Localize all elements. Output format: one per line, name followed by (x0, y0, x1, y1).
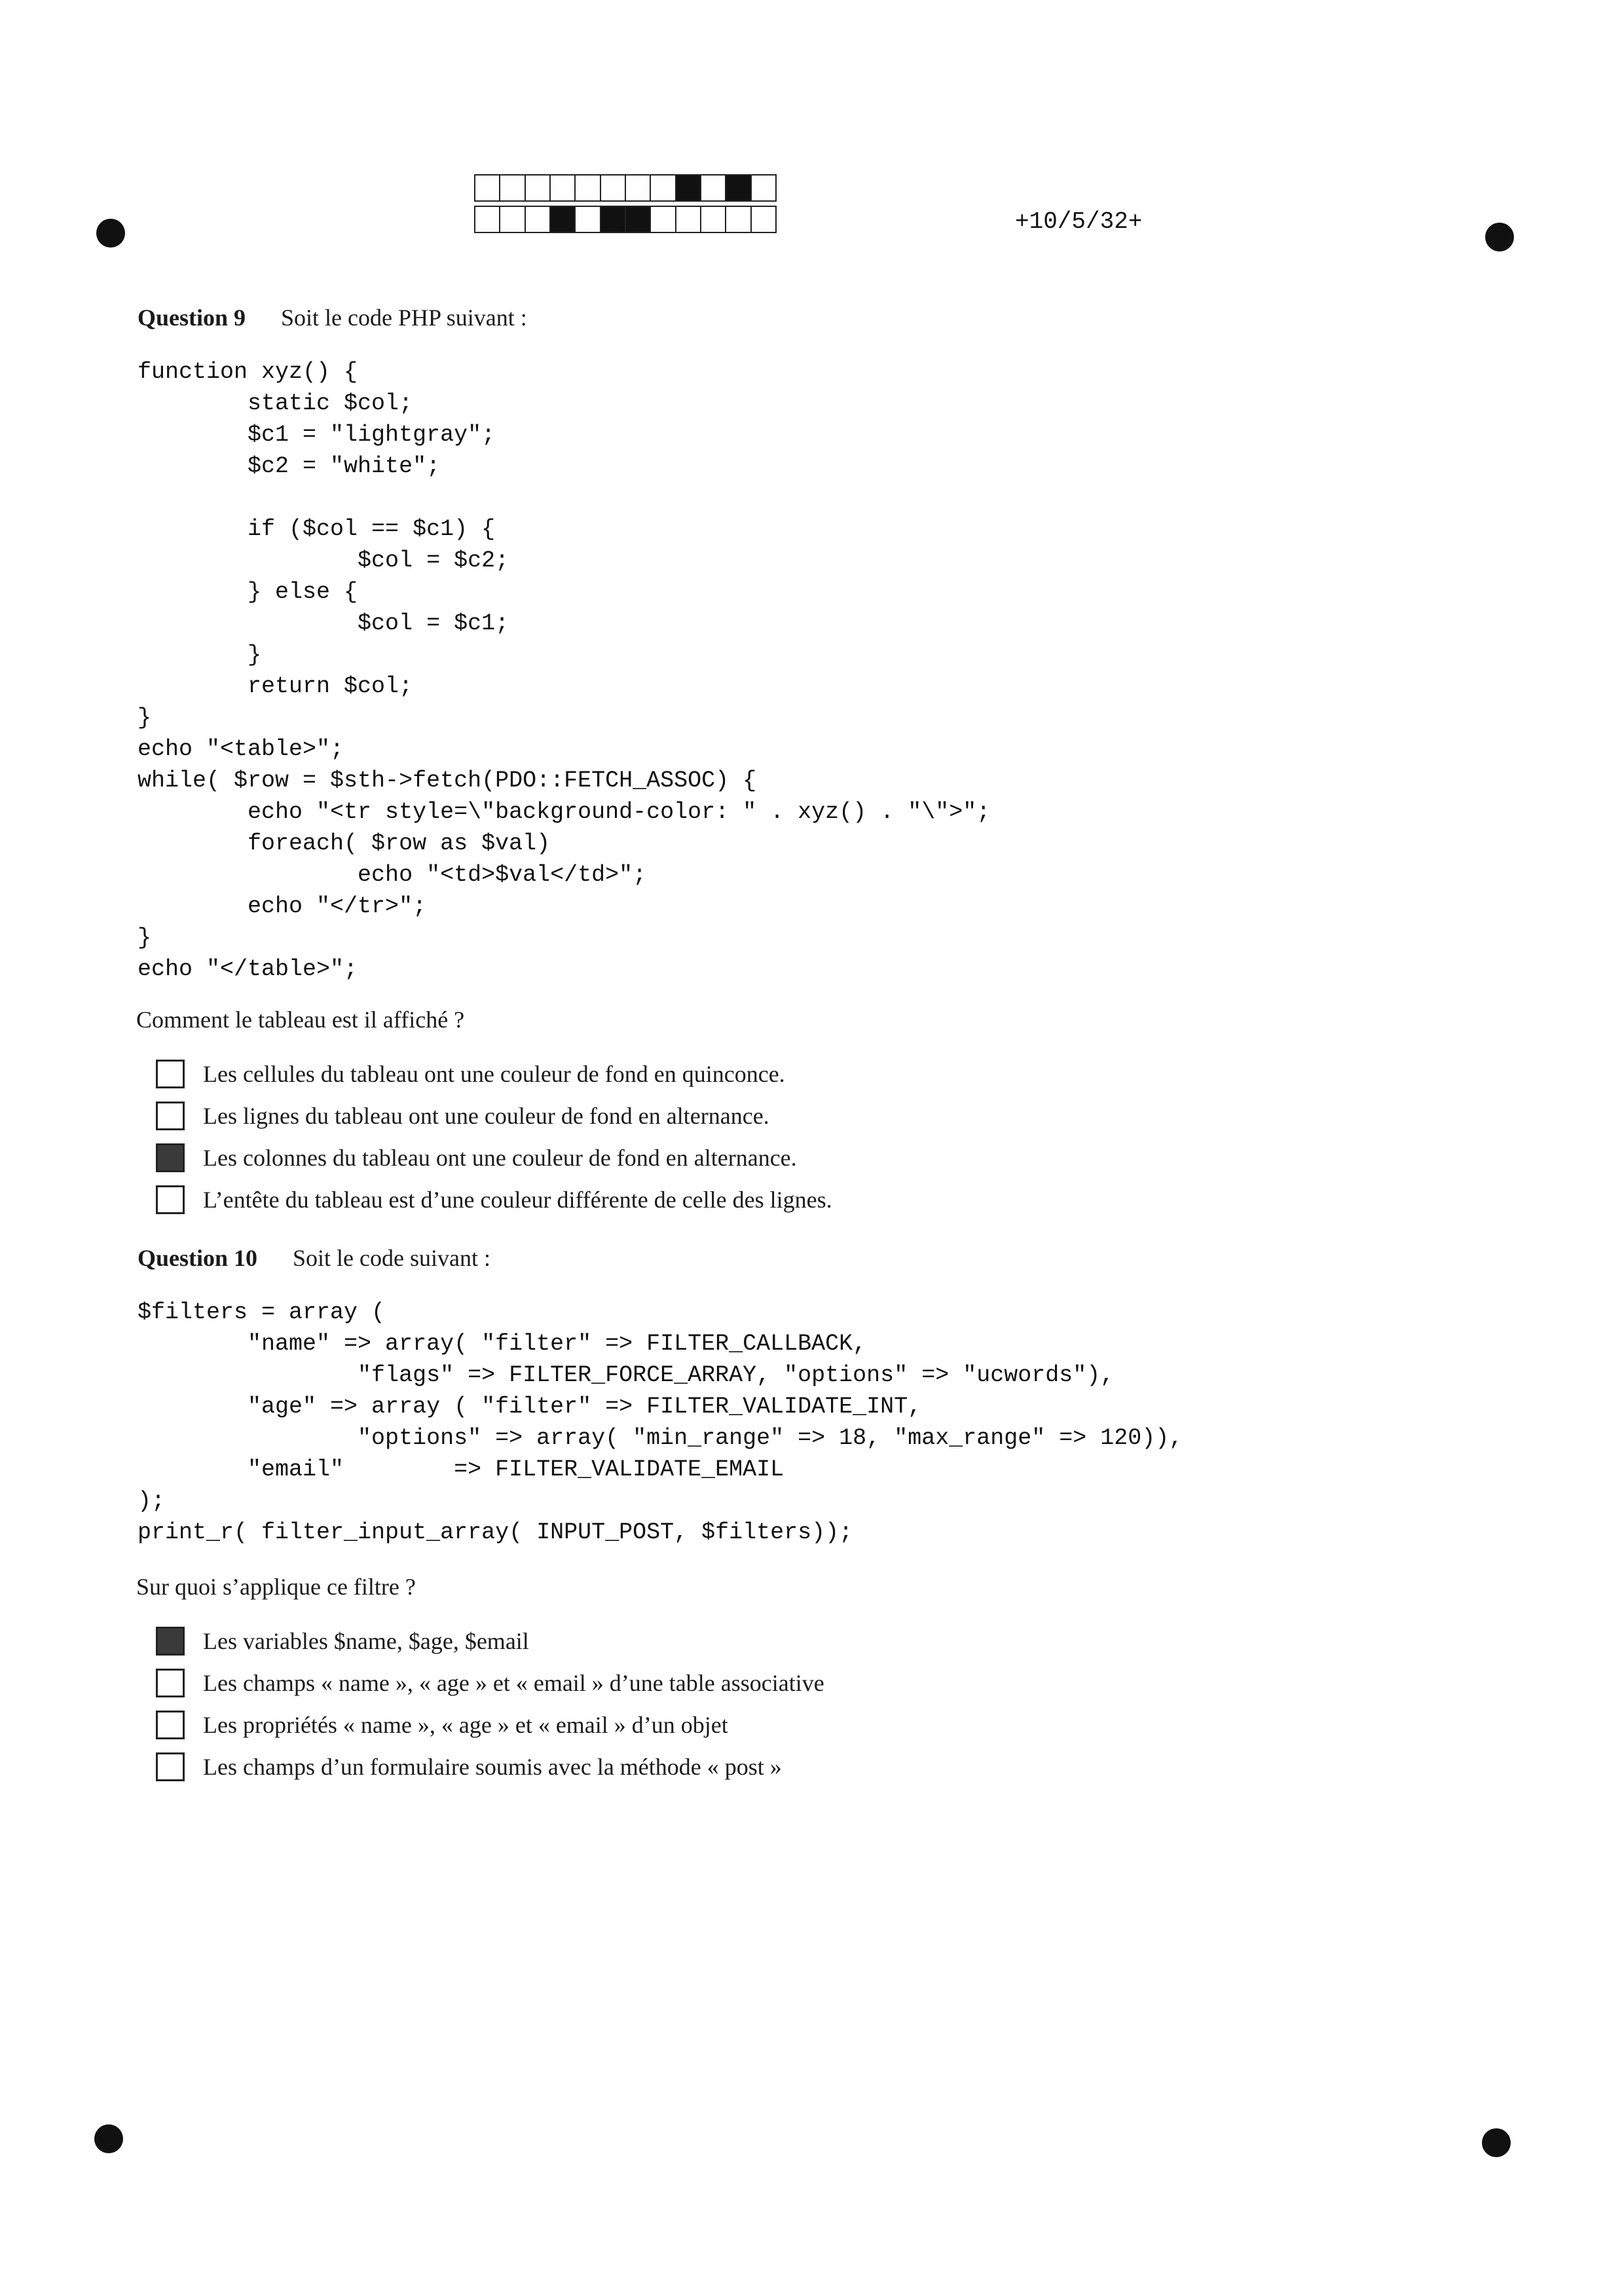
grid-cell-empty (551, 176, 576, 200)
q10-option-4[interactable] (156, 1750, 782, 1784)
q10-checkbox-1-checked[interactable] (156, 1627, 185, 1656)
question-10-header (138, 1244, 490, 1272)
grid-cell-empty (752, 176, 775, 200)
grid-cell-empty (701, 207, 726, 232)
q10-checkbox-3[interactable] (156, 1711, 185, 1739)
grid-cell-empty (651, 176, 676, 200)
grid-cell-empty (576, 207, 600, 232)
q9-option-2[interactable] (156, 1099, 769, 1133)
registration-mark-bottom-left (94, 2124, 123, 2153)
grid-cell-empty (500, 176, 525, 200)
grid-cell-filled (551, 207, 576, 232)
registration-mark-top-right (1485, 223, 1514, 251)
grid-cell-empty (526, 176, 551, 200)
option-label: Les variables $name, $age, $email (203, 1628, 529, 1654)
code-grid-row-1 (474, 174, 777, 202)
q9-checkbox-3-checked[interactable] (156, 1143, 185, 1172)
question-9-header (138, 304, 527, 331)
grid-cell-filled (726, 176, 751, 200)
q9-option-4[interactable] (156, 1183, 832, 1217)
q9-checkbox-2[interactable] (156, 1102, 185, 1130)
grid-cell-empty (626, 176, 651, 200)
option-label: Les champs d’un formulaire soumis avec la méthode « post » (203, 1754, 782, 1780)
q9-option-1[interactable] (156, 1057, 785, 1091)
question-label: Question 9 (138, 305, 246, 331)
option-label: Les lignes du tableau ont une couleur de fond en alternance. (203, 1103, 769, 1129)
page-id: +10/5/32+ (1015, 208, 1143, 235)
grid-cell-empty (601, 176, 626, 200)
grid-cell-empty (701, 176, 726, 200)
q10-option-2[interactable] (156, 1666, 824, 1700)
option-label: Les champs « name », « age » et « email » d’une table associative (203, 1670, 824, 1696)
option-label: Les propriétés « name », « age » et « email » d’un objet (203, 1712, 728, 1738)
q10-option-1[interactable] (156, 1624, 529, 1658)
question-9-code: function xyz() { static $col; $c1 = "lightgray"; $c2 = "white"; if ($col == $c1) { $col = $c2; } else { $col = $c1; } return $col; } echo "<table>"; while( $row = $sth->fetch(PDO::FETCH_ASSOC) { echo "<tr style=\"background-color: " . xyz() . "\">"; foreach( $row as $val) echo "<td>$val</td>"; echo "</tr>"; } echo "</table>"; (138, 359, 991, 982)
q10-checkbox-4[interactable] (156, 1752, 185, 1781)
q9-checkbox-4[interactable] (156, 1185, 185, 1214)
option-label: L’entête du tableau est d’une couleur différente de celle des lignes. (203, 1187, 832, 1213)
registration-mark-bottom-right (1482, 2128, 1511, 2157)
q10-checkbox-2[interactable] (156, 1669, 185, 1697)
grid-cell-filled (601, 207, 626, 232)
grid-cell-empty (475, 176, 500, 200)
grid-cell-empty (576, 176, 600, 200)
q10-option-3[interactable] (156, 1708, 728, 1742)
grid-cell-empty (752, 207, 775, 232)
q9-option-3[interactable] (156, 1141, 797, 1175)
grid-cell-filled (676, 176, 701, 200)
question-9-prompt: Comment le tableau est il affiché ? (136, 1007, 465, 1033)
question-label: Question 10 (138, 1245, 258, 1271)
option-label: Les colonnes du tableau ont une couleur de fond en alternance. (203, 1145, 797, 1171)
grid-cell-empty (651, 207, 676, 232)
grid-cell-filled (626, 207, 651, 232)
option-label: Les cellules du tableau ont une couleur de fond en quinconce. (203, 1061, 785, 1087)
question-10-code: $filters = array ( "name" => array( "filter" => FILTER_CALLBACK, "flags" => FILTER_FORCE_ARRAY, "options" => "ucwords"), "age" => array ( "filter" => FILTER_VALIDATE_INT, "options" => array( "min_range" => 18, "max_range" => 120)), "email" => FILTER_VALIDATE_EMAIL ); print_r( filter_input_array( INPUT_POST, $filters)); (138, 1299, 1183, 1546)
question-intro: Soit le code PHP suivant : (281, 305, 527, 331)
question-10-prompt: Sur quoi s’applique ce filtre ? (136, 1574, 416, 1600)
code-grid-row-2 (474, 206, 777, 233)
q9-checkbox-1[interactable] (156, 1060, 185, 1088)
grid-cell-empty (500, 207, 525, 232)
registration-mark-top-left (96, 219, 125, 248)
grid-cell-empty (726, 207, 751, 232)
grid-cell-empty (526, 207, 551, 232)
grid-cell-empty (475, 207, 500, 232)
grid-cell-empty (676, 207, 701, 232)
question-intro: Soit le code suivant : (293, 1245, 490, 1271)
